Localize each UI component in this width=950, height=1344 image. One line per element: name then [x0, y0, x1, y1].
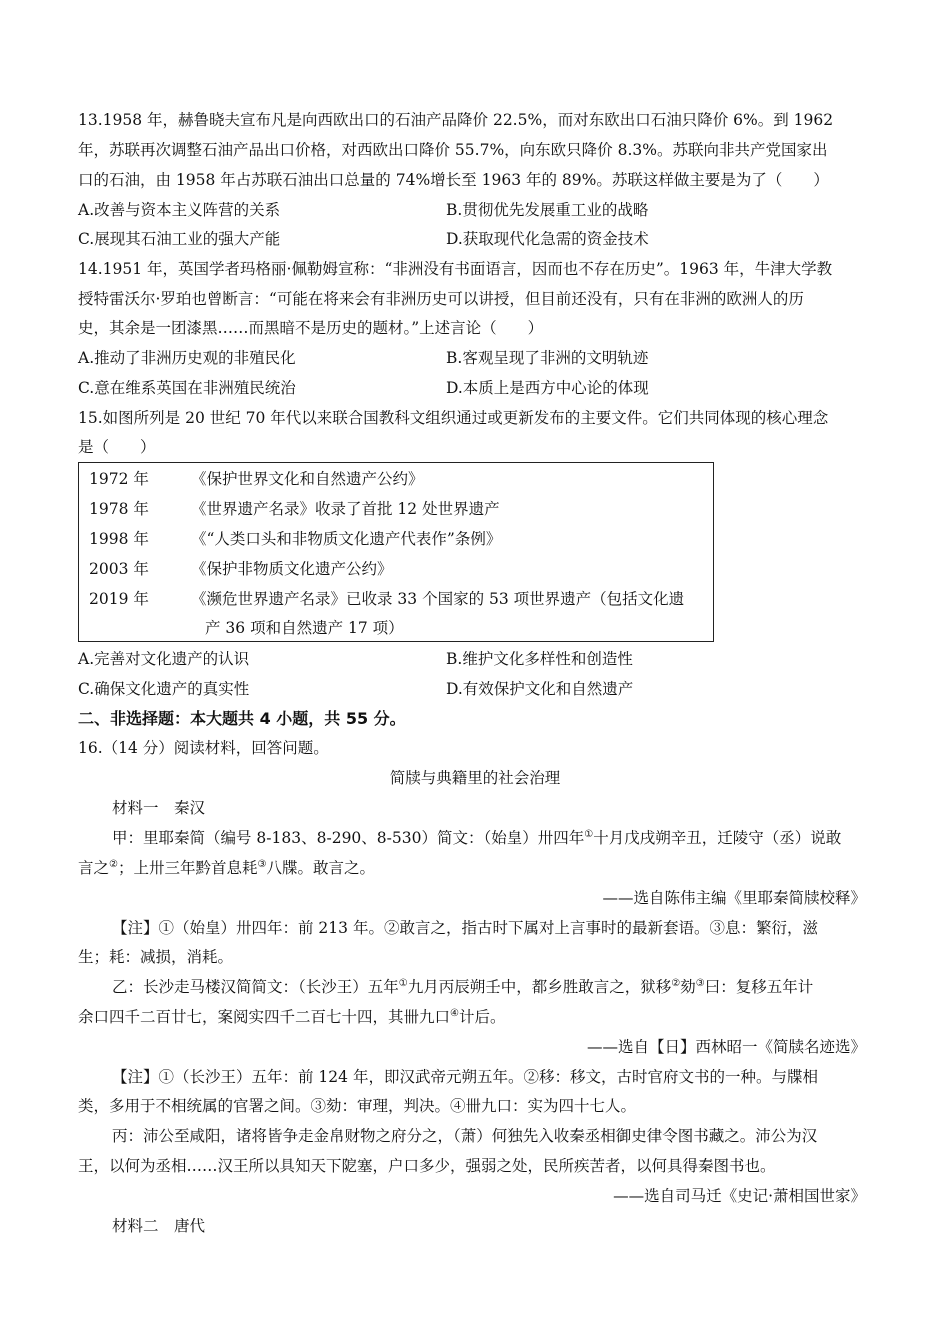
material-bing-line2: 王，以何为丞相……汉王所以具知天下阸塞，户口多少，强弱之处，民所疾苦者，以何具得秦图书也。	[78, 1157, 776, 1175]
material-jia-line2	[78, 858, 375, 878]
note2-line1: 【注】①（长沙王）五年：前 124 年，即汉武帝元朔五年。②移：移文，古时官府文书的一种。与牒相	[112, 1068, 818, 1086]
table-text: 《保护非物质文化遗产公约》	[191, 560, 393, 578]
material-one-label: 材料一 秦汉	[112, 799, 206, 817]
q14-stem-line2: 授特雷沃尔·罗珀也曾断言：“可能在将来会有非洲历史可以讲授，但目前还没有，只有在非洲的欧洲人的历	[78, 290, 804, 308]
q16-heading: 16.（14 分）阅读材料，回答问题。	[78, 739, 329, 757]
q15-stem-line1: 15.如图所列是 20 世纪 70 年代以来联合国教科文组织通过或更新发布的主要文件。它们共同体现的核心理念	[78, 409, 829, 427]
q14-option-b: B.客观呈现了非洲的文明轨迹	[446, 349, 649, 367]
q15-option-b: B.维护文化多样性和创造性	[446, 650, 633, 668]
table-text: 《世界遗产名录》收录了首批 12 处世界遗产	[191, 500, 500, 518]
table-text: 《保护世界文化和自然遗产公约》	[191, 470, 424, 488]
q16-material-title: 简牍与典籍里的社会治理	[389, 769, 561, 787]
q13-option-a: A.改善与资本主义阵营的关系	[78, 201, 281, 219]
q13-option-c: C.展现其石油工业的强大产能	[78, 230, 281, 248]
text-span: 十月戊戌朔辛丑，迁陵守（丞）说敢	[593, 829, 842, 847]
q15-option-c: C.确保文化遗产的真实性	[78, 680, 250, 698]
text-span: 乙：长沙走马楼汉简简文：（长沙王）五年	[112, 978, 399, 996]
footnote-marker: ②	[109, 858, 118, 870]
q13-option-b: B.贯彻优先发展重工业的战略	[446, 201, 649, 219]
text-span: 言之	[78, 859, 110, 877]
table-year: 2003 年	[89, 560, 149, 578]
text-span: 八牒。敢言之。	[266, 859, 375, 877]
section-heading: 二、非选择题：本大题共 4 小题，共 55 分。	[78, 709, 406, 728]
footnote-marker: ③	[695, 977, 705, 989]
text-span: 计后。	[458, 1008, 506, 1026]
footnote-marker: ①	[398, 977, 408, 989]
footnote-marker: ①	[584, 828, 594, 840]
q13-stem-line2: 年，苏联再次调整石油产品出口价格，对西欧出口降价 55.7%，向东欧只降价 8.3%。苏联向非共产党国家出	[78, 141, 828, 159]
q15-stem-line2: 是（ ）	[78, 438, 156, 456]
note1-line1: 【注】①（始皇）卅四年：前 213 年。②敢言之，指古时下属对上言事时的最新套语。③息：繁衍，滋	[112, 919, 818, 937]
table-year: 1998 年	[89, 530, 149, 548]
table-row-continuation: 产 36 项和自然遗产 17 项）	[205, 619, 404, 637]
q13-stem-line1: 13.1958 年，赫鲁晓夫宣布凡是向西欧出口的石油产品降价 22.5%，而对东欧出口石油只降价 6%。到 1962	[78, 111, 834, 129]
text-span: ；上卅三年黔首息耗	[117, 859, 258, 877]
footnote-marker: ④	[450, 1007, 459, 1019]
footnote-marker: ③	[257, 858, 267, 870]
q15-option-a: A.完善对文化遗产的认识	[78, 650, 250, 668]
text-span: 劾	[680, 978, 696, 996]
material-bing-source: ——选自司马迁《史记·萧相国世家》	[613, 1187, 866, 1205]
table-text: 《“人类口头和非物质文化遗产代表作”条例》	[191, 530, 502, 548]
footnote-marker: ②	[671, 977, 681, 989]
q14-option-a: A.推动了非洲历史观的非殖民化	[78, 349, 296, 367]
q13-stem-line3: 口的石油，由 1958 年占苏联石油出口总量的 74%增长至 1963 年的 89%。苏联这样做主要是为了（ ）	[78, 171, 829, 189]
text-span: 曰：复移五年计	[704, 978, 814, 996]
note1-line2: 生；耗：减损，消耗。	[78, 948, 234, 966]
q14-stem-line3: 史，其余是一团漆黑……而黑暗不是历史的题材。”上述言论（ ）	[78, 319, 544, 337]
table-row	[89, 529, 501, 549]
note2-line2: 类，多用于不相统属的官署之间。③劾：审理，判决。④卌九口：实为四十七人。	[78, 1097, 637, 1115]
table-row	[89, 469, 424, 489]
material-yi-line1	[112, 977, 813, 997]
table-row	[89, 559, 393, 579]
text-span: 余口四千二百廿七，案阅实四千二百七十四，其卌九口	[78, 1008, 451, 1026]
material-two-label: 材料二 唐代	[112, 1217, 206, 1235]
q15-document-table	[78, 462, 714, 642]
table-year: 2019 年	[89, 590, 149, 608]
q14-option-c: C.意在维系英国在非洲殖民统治	[78, 379, 296, 397]
table-row	[89, 589, 684, 609]
material-yi-source: ——选自【日】西林昭一《简牍名迹选》	[586, 1038, 866, 1056]
text-span: 甲：里耶秦简（编号 8-183、8-290、8-530）简文：（始皇）卅四年	[112, 829, 585, 847]
q14-option-d: D.本质上是西方中心论的体现	[446, 379, 649, 397]
table-year: 1972 年	[89, 470, 149, 488]
material-yi-line2	[78, 1007, 506, 1027]
material-bing-line1: 丙：沛公至咸阳，诸将皆争走金帛财物之府分之，（萧）何独先入收秦丞相御史律令图书藏之。沛公为汉	[112, 1127, 818, 1145]
q15-option-d: D.有效保护文化和自然遗产	[446, 680, 634, 698]
table-year: 1978 年	[89, 500, 149, 518]
q13-option-d: D.获取现代化急需的资金技术	[446, 230, 649, 248]
table-text: 《濒危世界遗产名录》已收录 33 个国家的 53 项世界遗产（包括文化遗	[191, 590, 685, 608]
q14-stem-line1: 14.1951 年，英国学者玛格丽·佩勒姆宣称：“非洲没有书面语言，因而也不存在历史”。1963 年，牛津大学教	[78, 260, 833, 278]
material-jia-line1	[112, 828, 841, 848]
material-jia-source: ——选自陈伟主编《里耶秦简牍校释》	[602, 889, 866, 907]
text-span: 九月丙辰朔壬中，都乡胜敢言之，狱移	[407, 978, 672, 996]
table-row	[89, 499, 500, 519]
